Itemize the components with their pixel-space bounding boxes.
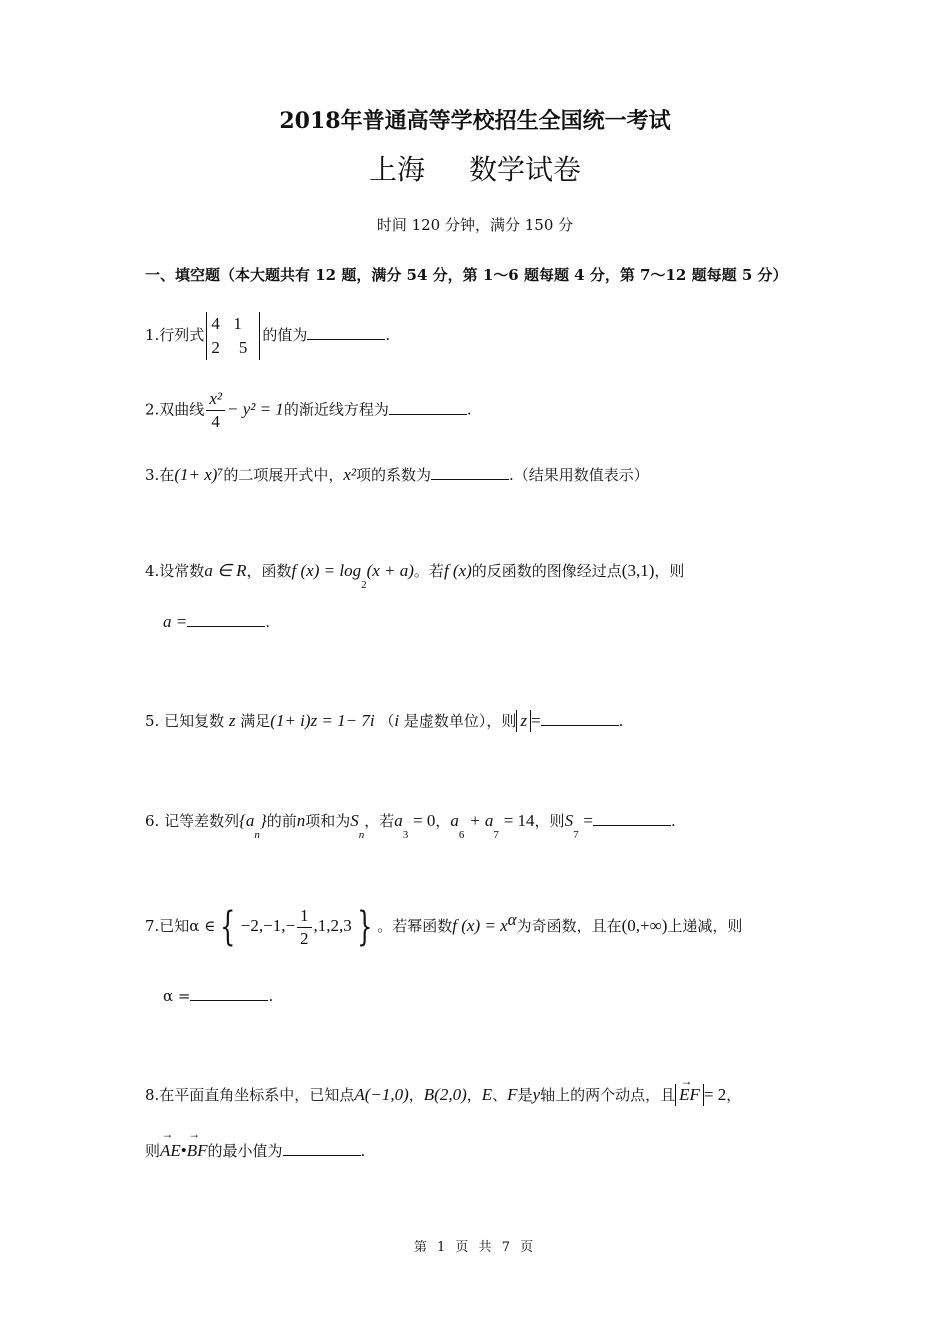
answer-blank[interactable] <box>593 811 671 826</box>
question-3: 3.在(1+ x)⁷的二项展开式中，x²项的系数为 .（结果用数值表示） <box>145 465 649 484</box>
vector-ef: → EF <box>679 1084 700 1106</box>
q2-suffix: 的渐近线方程为 <box>283 400 389 419</box>
q2-expr: − y² = 1 <box>226 399 284 419</box>
vector-bf: → BF <box>187 1141 208 1161</box>
abs-value: z <box>516 710 531 732</box>
subject: 数学试卷 <box>469 153 582 186</box>
q1-suffix: 的值为 <box>262 326 308 344</box>
answer-blank[interactable] <box>187 612 265 627</box>
question-4-line2: a = . <box>163 612 271 631</box>
question-4: 4.设常数a ∈ R，函数f $(x) = \log_2(x + a)$。若f (x)的反函数的图像经过点(3,1)，则 <box>145 561 685 591</box>
q2-prefix: 2.双曲线 <box>145 400 205 419</box>
time-info: 时间 120 分钟，满分 150 分 <box>376 216 574 234</box>
q1-prefix: 1.行列式 <box>145 326 205 344</box>
page-footer: 第 1 页 共 7 页 <box>413 1240 537 1255</box>
section-heading: 一、填空题（本大题共有 12 题，满分 54 分，第 1～6 题每题 4 分，第 7～12 题每题 5 分） <box>145 266 788 284</box>
q3-term: x² <box>343 465 356 484</box>
question-7-line2: α = . <box>163 987 274 1005</box>
exam-title: 2018年普通高等学校招生全国统一考试 <box>279 108 671 134</box>
answer-blank[interactable] <box>541 711 619 726</box>
fraction: $\frac{1}{2}$ <box>297 905 312 950</box>
answer-blank[interactable] <box>389 400 467 415</box>
question-1: 1.行列式4 1 2 5的值为 . <box>145 312 390 360</box>
determinant: 4 1 2 5 <box>206 312 260 360</box>
question-7: 7.已知α ∈ { −2,−1,− $\frac{1}{2}$ ,1,2,3 } 。若幂函数f $(x) = x^\alpha$为奇函数，且在(0,+∞)上递减，则 <box>145 904 743 950</box>
vector-ae: → AE <box>160 1141 181 1161</box>
fraction: $\frac{\text{x²}}{4}$ <box>206 388 225 433</box>
region: 上海 <box>368 153 425 186</box>
exam-subtitle <box>0 148 950 188</box>
answer-blank[interactable] <box>190 986 268 1001</box>
question-6: 6. 记等差数列$\{a_n\}$的前n项和为$S_n$，若$a_3 = 0$，$a_6 + a_7 = 14$，则$S_7$ = . <box>145 811 676 841</box>
question-8-line2: 则→ AE•→ BF的最小值为 . <box>145 1140 365 1161</box>
q3-expr: (1+ x)⁷ <box>174 465 224 484</box>
answer-blank[interactable] <box>307 325 385 340</box>
question-2: 2.双曲线 $\frac{\text{x²}}{4}$ − y² = 1的渐近线方程为 . <box>145 389 472 431</box>
answer-blank[interactable] <box>283 1141 361 1156</box>
question-5: 5. 已知复数 z 满足(1+ i)z = 1− 7i （i 是虚数单位），则 z = . <box>145 711 624 730</box>
question-8: 8.在平面直角坐标系中，已知点A(−1,0)，B(2,0)，E、F是y轴上的两个动点，且→ EF = 2， <box>145 1084 741 1106</box>
answer-blank[interactable] <box>431 465 509 480</box>
